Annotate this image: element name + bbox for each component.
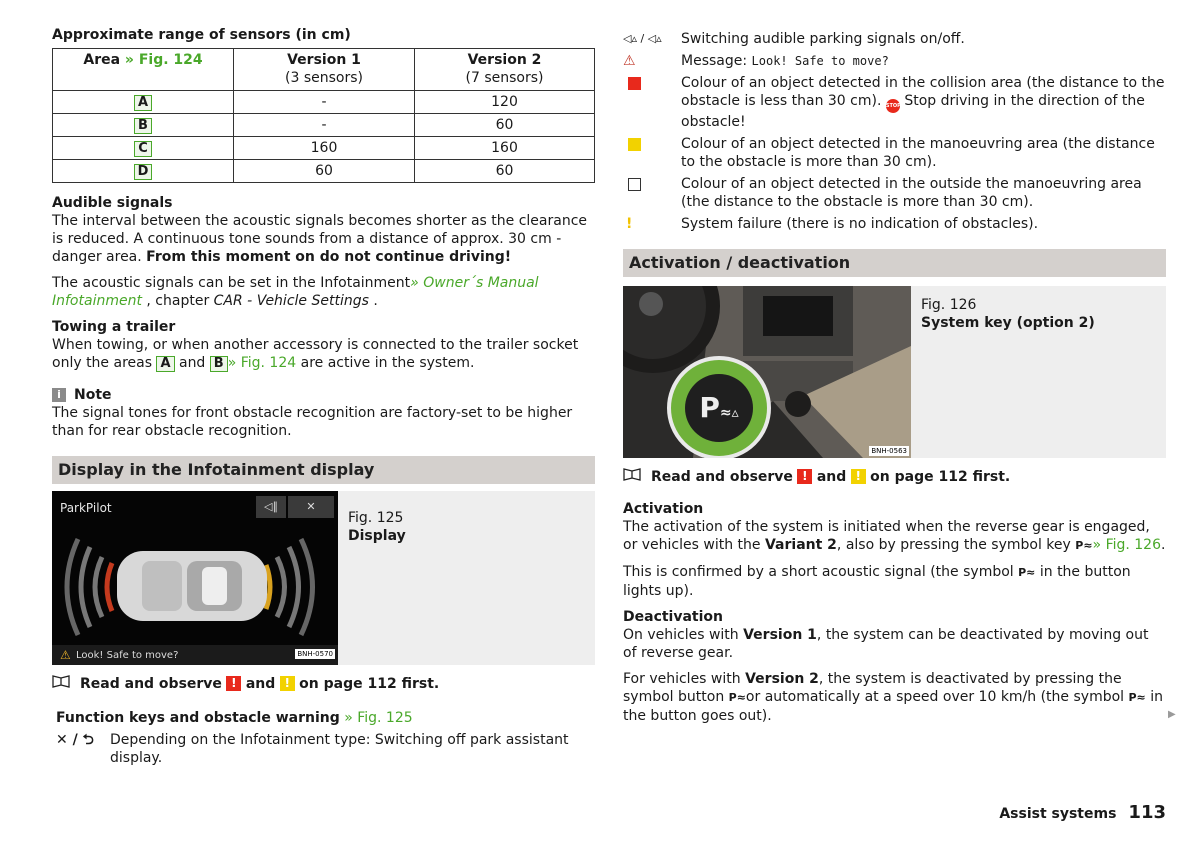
- deactivation-p2-d: or automatically at a speed over 10 km/h (the symbol: [745, 689, 1125, 705]
- continue-arrow-icon: ▶: [1168, 709, 1176, 720]
- towing-and: and: [178, 355, 206, 371]
- symbol-text: Colour of an object detected in the manoeuvring area (the distance to the obstacle is more than 30 cm).: [681, 136, 1155, 170]
- parking-key-icon: P≈: [1128, 691, 1146, 704]
- activation-heading: Activation: [623, 501, 704, 517]
- table-cell: -: [234, 114, 415, 137]
- close-button[interactable]: ✕: [288, 496, 334, 518]
- fig124-link[interactable]: » Fig. 124: [227, 355, 297, 371]
- car-interior-photo: [623, 286, 911, 458]
- symbol-text: Switching audible parking signals on/off.: [681, 31, 965, 47]
- header-v1-line2: (3 sensors): [285, 70, 363, 86]
- symbol-text: System failure (there is no indication of obstacles).: [681, 216, 1039, 232]
- symbol-row: [623, 52, 1166, 70]
- right-column: [623, 26, 1166, 725]
- parking-key-icon: P≈: [1018, 566, 1036, 579]
- message-label: Message:: [681, 53, 748, 69]
- read-observe-pre: Read and observe: [651, 468, 793, 485]
- deactivation-p2-c: , the system is deactivated by pressing the symbol button: [623, 671, 1122, 705]
- symbol-row: [623, 74, 1166, 131]
- table-cell-area: [53, 137, 234, 160]
- header-version1: [234, 49, 415, 91]
- symbol-row: [623, 135, 1166, 171]
- area-label: B: [134, 118, 152, 134]
- area-label: B: [210, 356, 228, 372]
- table-cell: -: [234, 91, 415, 114]
- table-title: Approximate range of sensors (in cm): [52, 27, 351, 43]
- parking-key-icon: P≈: [728, 691, 746, 704]
- symbol-row: [623, 175, 1166, 211]
- deactivation-p2-e: in the button goes out).: [623, 689, 1163, 724]
- red-square-icon: [623, 74, 681, 131]
- area-label: A: [134, 95, 152, 111]
- read-observe-post: on page 112 first.: [299, 675, 440, 692]
- fig125-label: Fig. 125: [348, 510, 404, 526]
- book-icon: [623, 467, 643, 486]
- note-section: [52, 386, 595, 440]
- section-heading-activation: Activation / deactivation: [623, 249, 1166, 277]
- sensor-range-table: [52, 48, 595, 183]
- table-row: [53, 137, 595, 160]
- fig125-title: Display: [348, 528, 406, 544]
- warning-red-icon: !: [226, 676, 241, 691]
- towing-section: [52, 318, 595, 372]
- activation-text-b: , also by pressing the symbol key: [836, 537, 1071, 553]
- read-observe-mid: and: [245, 675, 276, 692]
- message-text: Look! Safe to move?: [751, 54, 889, 68]
- status-bar: [52, 645, 338, 665]
- function-row: [56, 731, 595, 767]
- fig124-link[interactable]: » Fig. 124: [124, 52, 203, 68]
- header-v1-line1: Version 1: [287, 52, 361, 68]
- info-icon: i: [52, 388, 66, 402]
- symbol-row: [623, 30, 1166, 48]
- zoom-circle: [667, 356, 771, 458]
- deactivation-p1-b: Version 1: [743, 627, 817, 643]
- header-area-label: Area: [83, 52, 121, 68]
- symbol-text: [681, 74, 1166, 131]
- towing-text-a: When towing, or when another accessory is connected to the trailer socket only the areas: [52, 337, 579, 371]
- collision-text-2: Stop driving in the direction of the obstacle!: [681, 93, 1145, 130]
- towing-heading: Towing a trailer: [52, 319, 176, 335]
- symbol-row: [623, 215, 1166, 233]
- read-observe-notice: [52, 674, 595, 693]
- close-back-icon: ✕ / ⮌: [56, 732, 94, 748]
- towing-text: [52, 336, 595, 372]
- deactivation-p1-c: , the system can be deactivated by moving out of reverse gear.: [623, 627, 1149, 661]
- header-area: [53, 49, 234, 91]
- fig126-label: Fig. 126: [921, 297, 977, 313]
- table-cell: 120: [415, 91, 595, 114]
- audible-body: The interval between the acoustic signals becomes shorter as the clearance is reduced. A continuous tone sounds from a distance of approx. 30 cm - danger area.: [52, 213, 588, 265]
- audible-p2-a: The acoustic signals can be set in the Infotainment: [52, 275, 411, 291]
- towing-text-b: are active in the system.: [300, 355, 475, 371]
- table-cell: 60: [415, 114, 595, 137]
- activation-p2-b: in the button lights up).: [623, 564, 1131, 599]
- white-square-icon: [623, 175, 681, 211]
- interior-illustration: [623, 286, 911, 458]
- status-message: Look! Safe to move?: [76, 650, 179, 661]
- parking-key-label: P: [699, 391, 720, 424]
- header-v2-line1: Version 2: [467, 52, 542, 68]
- deactivation-p2-a: For vehicles with: [623, 671, 741, 687]
- parking-key-button[interactable]: [685, 374, 753, 442]
- parking-visualization: [52, 517, 338, 657]
- table-header-row: [53, 49, 595, 91]
- activation-variant: Variant 2: [764, 537, 837, 553]
- figure-code: BNH-0570: [297, 650, 333, 658]
- collision-text: Colour of an object detected in the collision area (the distance to the obstacle is less than 30 cm).: [681, 75, 1165, 109]
- read-observe-pre: Read and observe: [80, 675, 222, 692]
- fig125-link[interactable]: » Fig. 125: [344, 710, 413, 726]
- audible-section: [52, 194, 595, 310]
- read-observe-notice: [623, 467, 1166, 486]
- warning-yellow-icon: !: [851, 469, 866, 484]
- warning-icon: ⚠: [60, 648, 71, 662]
- infotainment-manual-link[interactable]: » Owner´s Manual Infotainment: [52, 275, 539, 309]
- activation-text: [623, 518, 1166, 555]
- table-cell-area: [53, 160, 234, 183]
- warning-red-icon: !: [797, 469, 812, 484]
- activation-text-2: [623, 563, 1166, 600]
- section-heading-display: Display in the Infotainment display: [52, 456, 595, 484]
- figure-code: BNH-0563: [871, 447, 907, 455]
- table-row: [53, 160, 595, 183]
- fig125-caption: [338, 491, 406, 665]
- table-cell: 60: [234, 160, 415, 183]
- note-heading: Note: [74, 387, 112, 403]
- table-cell-area: [53, 91, 234, 114]
- fig126-link[interactable]: » Fig. 126: [1092, 537, 1161, 553]
- table-cell: 160: [234, 137, 415, 160]
- table-cell-area: [53, 114, 234, 137]
- sound-toggle-icon: ◁▵ / ◁▵: [623, 32, 662, 45]
- footer-section: Assist systems: [999, 806, 1117, 822]
- display-title: ParkPilot: [60, 501, 112, 515]
- audible-p2-b: , chapter: [146, 293, 210, 309]
- warning-triangle-icon: ⚠: [623, 53, 636, 69]
- parking-key-icon: P≈: [1075, 539, 1093, 552]
- audible-text-2: [52, 274, 595, 310]
- audible-warning: From this moment on do not continue driving!: [146, 249, 512, 265]
- audible-p2-c: CAR - Vehicle Settings: [213, 293, 369, 309]
- parking-sensor-icon: ≈▵: [719, 405, 739, 421]
- function-text: Depending on the Infotainment type: Switching off park assistant display.: [110, 732, 569, 766]
- area-label: A: [156, 356, 174, 372]
- book-icon: [52, 674, 72, 693]
- audible-p2-d: .: [373, 293, 378, 309]
- left-column: [52, 26, 595, 767]
- symbol-text: [681, 52, 1166, 70]
- table-cell: 160: [415, 137, 595, 160]
- sound-toggle-button[interactable]: ◁∥: [256, 496, 286, 518]
- system-failure-icon: !: [626, 216, 633, 232]
- note-header: [52, 386, 595, 404]
- header-v2-line2: (7 sensors): [465, 70, 544, 86]
- audible-text: [52, 212, 595, 266]
- table-row: [53, 91, 595, 114]
- deactivation-heading: Deactivation: [623, 609, 724, 625]
- deactivation-section: [623, 608, 1166, 725]
- page-footer: [999, 804, 1166, 823]
- fig125-container: [52, 491, 595, 665]
- activation-text-c: .: [1161, 537, 1166, 553]
- header-version2: [415, 49, 595, 91]
- read-observe-post: on page 112 first.: [870, 468, 1011, 485]
- deactivation-p2-b: Version 2: [745, 671, 819, 687]
- stop-icon: STOP: [886, 99, 900, 113]
- function-heading-text: Function keys and obstacle warning: [56, 710, 340, 726]
- symbol-text: Colour of an object detected in the outside the manoeuvring area (the distance to the obstacle is more than 30 cm).: [681, 176, 1142, 210]
- area-label: D: [134, 164, 153, 180]
- read-observe-mid: and: [816, 468, 847, 485]
- table-cell: 60: [415, 160, 595, 183]
- warning-yellow-icon: !: [280, 676, 295, 691]
- fig126-caption: [911, 286, 1095, 458]
- activation-p2-a: This is confirmed by a short acoustic signal (the symbol: [623, 564, 1014, 580]
- audible-heading: Audible signals: [52, 195, 173, 211]
- fig126-container: [623, 286, 1166, 458]
- function-heading: [56, 709, 595, 727]
- table-row: [53, 114, 595, 137]
- area-label: C: [134, 141, 152, 157]
- function-keys-section: [52, 709, 595, 767]
- yellow-square-icon: [623, 135, 681, 171]
- deactivation-text-2: [623, 670, 1166, 725]
- page-number: 113: [1128, 802, 1166, 823]
- infotainment-display: [52, 491, 338, 665]
- fig126-title: System key (option 2): [921, 315, 1095, 331]
- deactivation-p1-a: On vehicles with: [623, 627, 739, 643]
- activation-section: [623, 500, 1166, 600]
- activation-text-a: The activation of the system is initiated when the reverse gear is engaged, or vehicles with the: [623, 519, 1150, 553]
- note-text: The signal tones for front obstacle recognition are factory-set to be higher than for rear obstacle recognition.: [52, 405, 573, 439]
- deactivation-text: [623, 626, 1166, 662]
